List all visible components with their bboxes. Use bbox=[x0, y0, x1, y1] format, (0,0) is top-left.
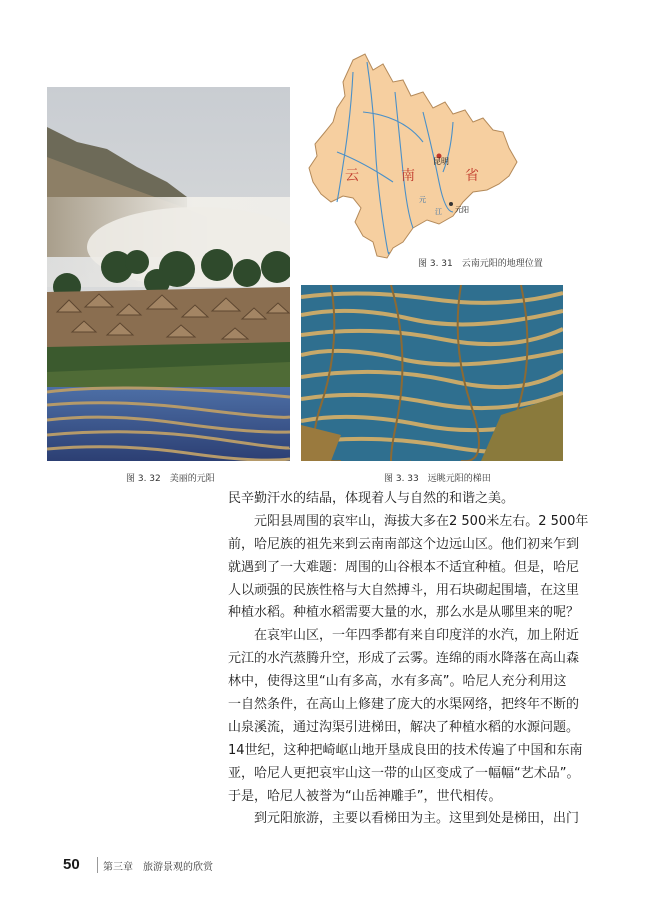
yuanyang-marker bbox=[449, 202, 453, 206]
body-line: 到元阳旅游，主要以看梯田为主。这里到处是梯田，出门 bbox=[228, 811, 580, 827]
body-line: 在哀牢山区，一年四季都有来自印度洋的水汽，加上附近 bbox=[228, 628, 580, 644]
body-line: 山泉溪流，通过沟渠引进梯田，解决了种植水稻的水源问题。 bbox=[228, 719, 580, 735]
body-line: 于是，哈尼人被誉为“山岳神雕手”，世代相传。 bbox=[228, 788, 502, 804]
village-terrace-image bbox=[47, 87, 290, 461]
province-label-2: 南 bbox=[401, 168, 415, 184]
page-number: 50 bbox=[63, 856, 80, 873]
yunnan-map-graphic bbox=[303, 52, 559, 268]
chapter-title: 第三章 旅游景观的欣赏 bbox=[103, 862, 213, 873]
body-line: 前，哈尼族的祖先来到云南南部这个边远山区。他们初来乍到 bbox=[228, 536, 580, 552]
right-photo-caption: 图 3. 33 远眺元阳的梯田 bbox=[384, 474, 491, 484]
body-line: 元江的水汽蒸腾升空，形成了云雾。连绵的雨水降落在高山森 bbox=[228, 651, 580, 667]
map-caption: 图 3. 31 云南元阳的地理位置 bbox=[418, 259, 543, 269]
body-line: 就遇到了一大难题：周围的山谷根本不适宜种植。但是，哈尼 bbox=[228, 559, 580, 575]
body-line: 种植水稻。种植水稻需要大量的水，那么水是从哪里来的呢？ bbox=[228, 605, 580, 621]
footer-divider bbox=[97, 857, 98, 873]
body-text bbox=[228, 488, 589, 831]
kunming-label: 昆明 bbox=[433, 157, 449, 166]
yuanyang-village-photo bbox=[47, 87, 290, 461]
body-line: 一自然条件，在高山上修建了庞大的水渠网络，把终年不断的 bbox=[228, 697, 580, 713]
yuanyang-label: 元阳 bbox=[455, 206, 469, 214]
terrace-fields-photo bbox=[301, 285, 563, 461]
river-label-1: 元 bbox=[419, 196, 426, 204]
body-line: 林中，使得这里“山有多高，水有多高”。哈尼人充分利用这 bbox=[228, 674, 567, 690]
body-line: 人以顽强的民族性格与大自然搏斗，用石块砌起围墙，在这里 bbox=[228, 582, 580, 598]
body-line: 14世纪，这种把崎岖山地开垦成良田的技术传遍了中国和东南 bbox=[228, 742, 583, 758]
body-line: 亚，哈尼人更把哀牢山这一带的山区变成了一幅幅“艺术品”。 bbox=[228, 765, 580, 781]
yunnan-location-map bbox=[303, 52, 559, 268]
body-line: 元阳县周围的哀牢山，海拔大多在2 500米左右。2 500年 bbox=[228, 513, 589, 529]
body-line: 民辛勤汗水的结晶，体现着人与自然的和谐之美。 bbox=[228, 491, 515, 506]
terrace-image bbox=[301, 285, 563, 461]
river-label-2: 江 bbox=[435, 208, 442, 216]
province-label-3: 省 bbox=[465, 168, 479, 184]
province-label-1: 云 bbox=[345, 168, 359, 184]
left-photo-caption: 图 3. 32 美丽的元阳 bbox=[126, 474, 215, 484]
